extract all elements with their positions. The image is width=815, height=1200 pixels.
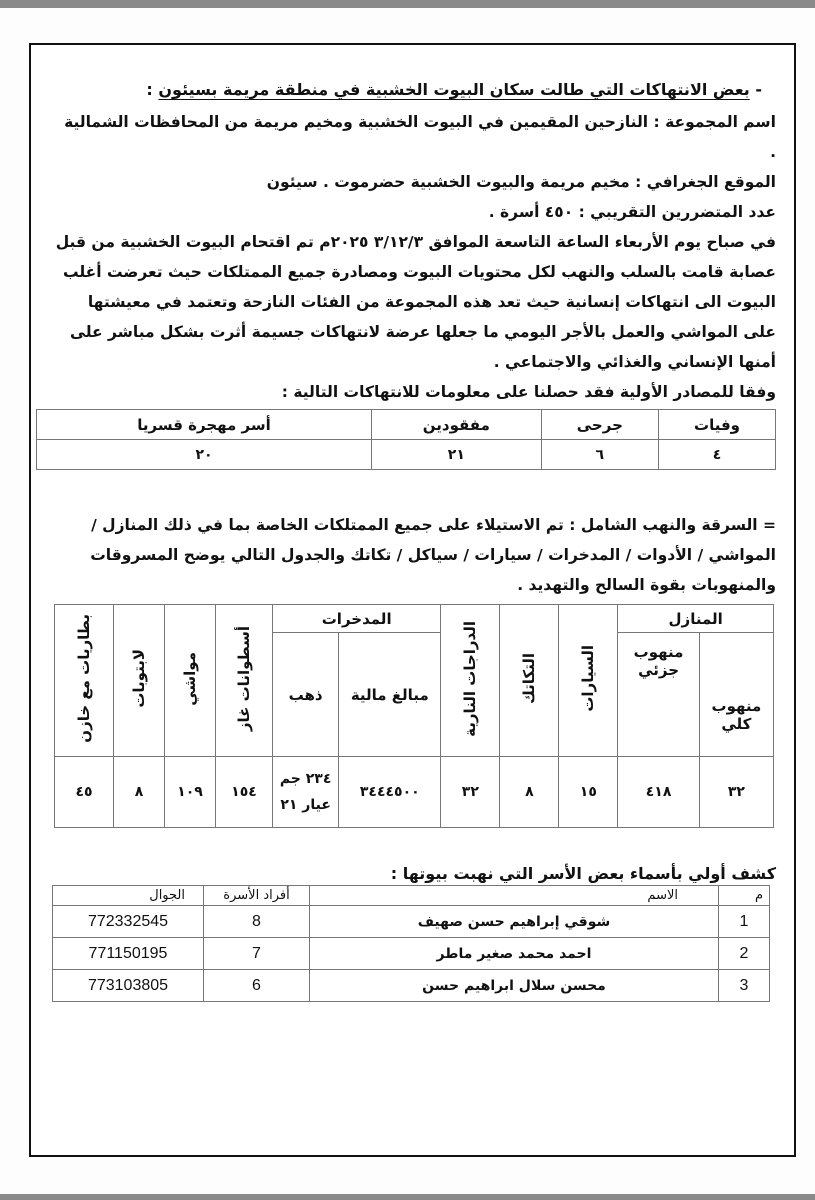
row-members: 6	[204, 970, 310, 1002]
row-members: 8	[204, 906, 310, 938]
families-heading: كشف أولي بأسماء بعض الأسر التي نهبت بيوتها :	[390, 864, 776, 883]
header-batteries	[55, 605, 114, 757]
header-displaced-families: أسر مهجرة قسريا	[37, 410, 372, 440]
casualties-value-row	[37, 440, 776, 470]
value-gold-karat: عيار ٢١	[280, 797, 331, 813]
document-frame	[29, 43, 796, 1157]
top-edge-bar	[0, 0, 815, 8]
families-table	[52, 885, 770, 1002]
group-savings: المدخرات	[273, 605, 441, 633]
row-num: 1	[719, 906, 770, 938]
value-gold	[273, 757, 339, 828]
header-money: مبالغ مالية	[339, 633, 441, 757]
value-laptops: ٨	[114, 757, 165, 828]
header-gas	[216, 605, 273, 757]
value-motorbikes: ٣٢	[441, 757, 500, 828]
row-num: 2	[719, 938, 770, 970]
families-header-row	[53, 886, 770, 906]
header-laptops	[114, 605, 165, 757]
header-members: أفراد الأسرة	[204, 886, 310, 906]
theft-value-row	[55, 757, 774, 828]
header-livestock	[165, 605, 216, 757]
row-num: 3	[719, 970, 770, 1002]
header-phone: الجوال	[53, 886, 204, 906]
gang-paragraph: عصابة قامت بالسلب والنهب لكل محتويات البيوت ومصادرة جميع الممتلكات حيث تعرضت أغلب البيوت الى انتهاكات إنسانية حيث تعد هذه المجموعة من الفئات النازحة وتعتمد في معيشتها	[62, 263, 776, 311]
row-phone: 773103805	[53, 970, 204, 1002]
sources-paragraph: وفقا للمصادر الأولية فقد حصلنا على معلومات للانتهاكات التالية :	[281, 383, 776, 401]
header-tuktuks	[500, 605, 559, 757]
header-partial-looted: منهوب جزئي	[618, 633, 699, 757]
incident-paragraph: في صباح يوم الأربعاء الساعة التاسعة الموافق ٣/١٢/٣ ٢٠٢٥م تم اقتحام البيوت الخشبية من قبل	[55, 233, 776, 251]
table-row	[53, 970, 770, 1002]
header-num: م	[719, 886, 770, 906]
header-deaths: وفيات	[659, 410, 776, 440]
bottom-edge-bar	[0, 1194, 815, 1200]
header-gold: ذهب	[273, 633, 339, 757]
row-name: محسن سلال ابراهيم حسن	[310, 970, 719, 1002]
row-name: احمد محمد صغير ماطر	[310, 938, 719, 970]
casualties-table	[36, 409, 776, 470]
row-members: 7	[204, 938, 310, 970]
value-livestock: ١٠٩	[165, 757, 216, 828]
value-injured: ٦	[541, 440, 658, 470]
title-text: بعض الانتهاكات التي طالت سكان البيوت الخشبية في منطقة مريمة بسيئون	[158, 80, 750, 99]
value-money: ٣٤٤٤٥٠٠	[339, 757, 441, 828]
value-gas: ١٥٤	[216, 757, 273, 828]
title-dash: -	[755, 80, 762, 99]
theft-table	[54, 604, 774, 828]
table-row	[53, 906, 770, 938]
document-title	[53, 77, 762, 103]
header-missing: مفقودين	[372, 410, 542, 440]
value-cars: ١٥	[559, 757, 618, 828]
theft-paragraph: = السرقة والنهب الشامل : تم الاستيلاء على جميع الممتلكات الخاصة بما في ذلك المنازل / المواشي / الأدوات / المدخرات / سيارات / سياكل / تكاتك والجدول التالي يوضح المسروقات والمنهوبات بقوة السالح والتهديد .	[90, 516, 776, 594]
header-cars-text: السيارات	[579, 645, 598, 712]
header-tuktuks-text: التكاتك	[520, 653, 539, 704]
value-gold-weight: ٢٣٤ جم	[279, 771, 332, 787]
livelihood-paragraph: على المواشي والعمل بالأجر اليومي ما جعلها عرضة لانتهاكات جسيمة أثرت بشكل مباشر على أمنها الإنساني والغذائي والاجتماعي .	[70, 323, 776, 371]
header-laptops-text: لابتوبات	[130, 649, 148, 708]
theft-group-header-row	[55, 605, 774, 633]
affected-count-paragraph: عدد المتضررين التقريبي : ٤٥٠ أسرة .	[488, 203, 776, 221]
group-name-paragraph: اسم المجموعة : النازحين المقيمين في البيوت الخشبية ومخيم مريمة من المحافظات الشمالية .	[64, 113, 776, 161]
value-deaths: ٤	[659, 440, 776, 470]
header-livestock-text: مواشي	[181, 651, 199, 706]
header-injured: جرحى	[541, 410, 658, 440]
casualties-header-row	[37, 410, 776, 440]
value-tuktuks: ٨	[500, 757, 559, 828]
group-houses: المنازل	[618, 605, 774, 633]
value-batteries: ٤٥	[55, 757, 114, 828]
header-gas-text: أسطوانات غاز	[235, 625, 253, 732]
row-phone: 772332545	[53, 906, 204, 938]
table-row	[53, 938, 770, 970]
row-phone: 771150195	[53, 938, 204, 970]
header-cars	[559, 605, 618, 757]
header-motorbikes	[441, 605, 500, 757]
header-batteries-text: بطاريات مع خازن	[75, 614, 93, 743]
title-colon: :	[146, 80, 153, 99]
location-paragraph: الموقع الجغرافي : مخيم مريمة والبيوت الخشبية حضرموت . سيئون	[266, 173, 776, 191]
value-missing: ٢١	[372, 440, 542, 470]
value-displaced-families: ٢٠	[37, 440, 372, 470]
document-content	[53, 77, 776, 1002]
value-partial-looted: ٤١٨	[618, 757, 699, 828]
value-full-looted: ٣٢	[699, 757, 773, 828]
row-name: شوقي إبراهيم حسن صهيف	[310, 906, 719, 938]
header-full-looted: منهوب كلي	[699, 633, 773, 757]
header-name: الاسم	[310, 886, 719, 906]
header-motorbikes-text: الدراجات النارية	[461, 620, 480, 737]
